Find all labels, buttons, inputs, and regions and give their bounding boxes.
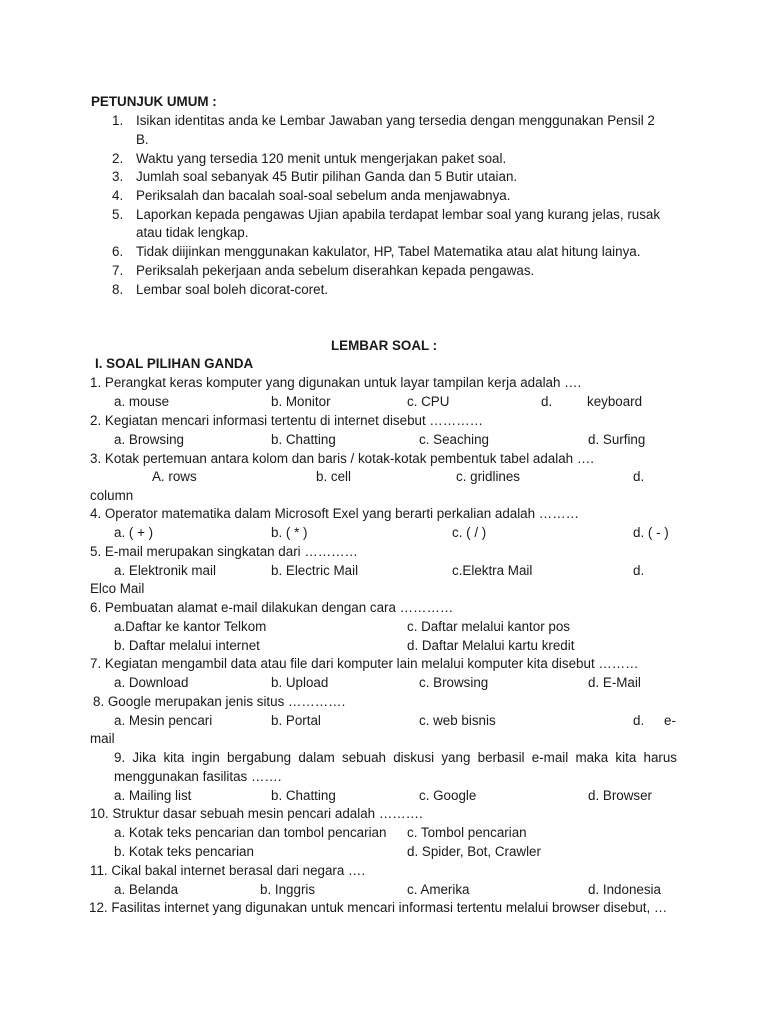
option-a: a. Belanda (114, 882, 179, 897)
question-text: 9. Jika kita ingin bergabung dalam sebuah diskusi yang berbasil e-mail maka kita harus (114, 750, 677, 765)
option-d: d. (633, 713, 645, 728)
instruction-number: 5. (112, 207, 124, 222)
instruction-text: Lembar soal boleh dicorat-coret. (136, 282, 329, 297)
option-a: a. Mailing list (114, 788, 192, 803)
option-b: b. Daftar melalui internet (114, 638, 260, 653)
question-text: 12. Fasilitas internet yang digunakan untuk mencari informasi tertentu melalui browser disebut, … (89, 900, 668, 915)
instruction-text: Periksalah pekerjaan anda sebelum diserahkan kepada pengawas. (136, 263, 535, 278)
question-text: 7. Kegiatan mengambil data atau file dari komputer lain melalui komputer kita disebut ……… (90, 656, 639, 671)
option-c: c. gridlines (456, 469, 521, 484)
option-d: d. (541, 394, 553, 409)
instruction-continuation: B. (136, 132, 149, 147)
sheet-title: LEMBAR SOAL : (331, 338, 438, 353)
option-d: d. (633, 469, 645, 484)
option-b: b. Electric Mail (271, 563, 359, 578)
question-text: 11. Cikal bakal internet berasal dari negara …. (90, 863, 366, 878)
option-a: A. rows (152, 469, 197, 484)
option-a: a. Elektronik mail (114, 563, 216, 578)
option-d-text: e- (664, 713, 676, 728)
option-b: b. Portal (271, 713, 321, 728)
option-d-text: keyboard (587, 394, 643, 409)
instruction-text: Tidak diijinkan menggunakan kakulator, HP, Tabel Matematika atau alat hitung lainya. (136, 244, 641, 259)
option-a: a. Mesin pencari (114, 713, 213, 728)
option-b: b. Monitor (271, 394, 331, 409)
option-d: d. Daftar Melalui kartu kredit (407, 638, 575, 653)
instruction-number: 6. (112, 244, 124, 259)
option-d: d. ( - ) (633, 525, 669, 540)
option-d: d. E-Mail (588, 675, 641, 690)
instruction-number: 1. (112, 113, 124, 128)
instruction-number: 3. (112, 169, 124, 184)
instruction-number: 4. (112, 188, 124, 203)
option-c: c. CPU (407, 394, 450, 409)
question-text: 3. Kotak pertemuan antara kolom dan baris / kotak-kotak pembentuk tabel adalah …. (90, 451, 594, 466)
option-d: d. Browser (588, 788, 652, 803)
option-d: d. Surfing (588, 432, 646, 447)
instructions-heading: PETUNJUK UMUM : (91, 94, 217, 109)
question-text: 5. E-mail merupakan singkatan dari ………… (90, 544, 358, 559)
instruction-text: Waktu yang tersedia 120 menit untuk mengerjakan paket soal. (136, 151, 507, 166)
option-b: b. Inggris (260, 882, 316, 897)
option-d-text: column (90, 488, 134, 503)
option-c: c. Daftar melalui kantor pos (407, 619, 570, 634)
instruction-text: Periksalah dan bacalah soal-soal sebelum anda menjawabnya. (136, 188, 511, 203)
option-b: b. ( * ) (271, 525, 308, 540)
instruction-number: 8. (112, 282, 124, 297)
option-d: d. Spider, Bot, Crawler (407, 844, 541, 859)
option-a: a. mouse (114, 394, 170, 409)
question-text: 8. Google merupakan jenis situs …………. (93, 694, 346, 709)
option-c: c. Amerika (407, 882, 470, 897)
option-d: d. Indonesia (588, 882, 661, 897)
option-d-text: Elco Mail (90, 581, 145, 596)
question-text: 4. Operator matematika dalam Microsoft Exel yang berarti perkalian adalah ……… (90, 506, 579, 521)
option-b: b. Upload (271, 675, 329, 690)
question-text: 2. Kegiatan mencari informasi tertentu di internet disebut ………… (90, 413, 483, 428)
question-text: 1. Perangkat keras komputer yang digunakan untuk layar tampilan kerja adalah …. (90, 375, 582, 390)
option-c: c. ( / ) (452, 525, 487, 540)
instruction-number: 7. (112, 263, 124, 278)
option-a: a. ( + ) (114, 525, 154, 540)
instruction-continuation: atau tidak lengkap. (136, 225, 249, 240)
instruction-number: 2. (112, 151, 124, 166)
option-c: c. Browsing (419, 675, 489, 690)
option-a: a. Download (114, 675, 189, 690)
option-c: c. Google (419, 788, 477, 803)
question-continuation: menggunakan fasilitas ……. (114, 769, 282, 784)
option-d: d. (633, 563, 645, 578)
option-b: b. Kotak teks pencarian (114, 844, 254, 859)
option-c: c. Tombol pencarian (407, 825, 527, 840)
option-b: b. Chatting (271, 432, 336, 447)
option-b: b. cell (316, 469, 351, 484)
option-c: c.Elektra Mail (452, 563, 533, 578)
option-a: a. Kotak teks pencarian dan tombol pencarian (114, 825, 387, 840)
option-c: c. Seaching (419, 432, 489, 447)
option-b: b. Chatting (271, 788, 336, 803)
instruction-text: Laporkan kepada pengawas Ujian apabila terdapat lembar soal yang kurang jelas, rusak (136, 207, 661, 222)
question-text: 6. Pembuatan alamat e-mail dilakukan dengan cara ………… (90, 600, 454, 615)
option-a: a.Daftar ke kantor Telkom (114, 619, 267, 634)
option-d-continuation: mail (90, 731, 115, 746)
instruction-text: Jumlah soal sebanyak 45 Butir pilihan Ganda dan 5 Butir utaian. (136, 169, 518, 184)
option-c: c. web bisnis (419, 713, 496, 728)
instruction-text: Isikan identitas anda ke Lembar Jawaban yang tersedia dengan menggunakan Pensil 2 (136, 113, 655, 128)
option-a: a. Browsing (114, 432, 184, 447)
section-title: I. SOAL PILIHAN GANDA (95, 356, 254, 371)
question-text: 10. Struktur dasar sebuah mesin pencari adalah ………. (90, 806, 423, 821)
